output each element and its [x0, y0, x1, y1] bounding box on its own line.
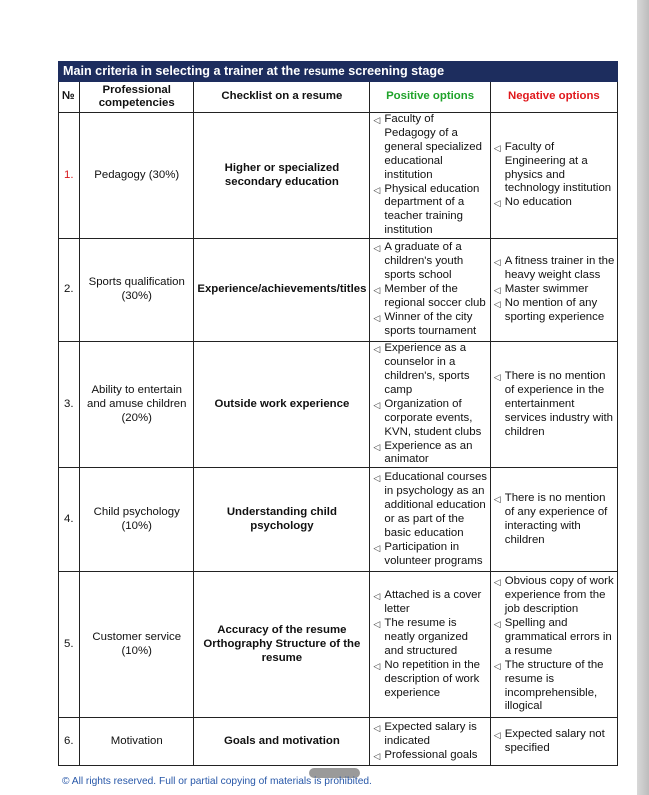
- negative-options-cell: [490, 572, 617, 718]
- positive-option-item: [373, 241, 487, 283]
- negative-option-text: Obvious copy of work experience from the job description: [504, 575, 614, 616]
- competency-cell: Ability to entertain and amuse children (20%): [80, 342, 194, 468]
- negative-option-item: [494, 617, 615, 659]
- header-checklist: Checklist on a resume: [194, 82, 370, 113]
- negative-option-item: [494, 196, 615, 210]
- negative-option-item: [494, 659, 615, 715]
- positive-option-item: [373, 721, 487, 749]
- checklist-cell: Higher or specialized secondary education: [194, 113, 370, 239]
- left-triangle-bullet-icon: ◁: [493, 299, 501, 310]
- positive-option-text: Experience as an animator: [384, 439, 473, 466]
- positive-option-text: Professional goals: [384, 748, 478, 761]
- negative-option-item: [494, 141, 615, 197]
- left-triangle-bullet-icon: ◁: [373, 399, 381, 410]
- positive-option-item: [373, 398, 487, 440]
- positive-options-cell: [370, 718, 490, 766]
- positive-option-text: The resume is neatly organized and structured: [384, 617, 468, 657]
- left-triangle-bullet-icon: ◁: [493, 729, 501, 740]
- left-triangle-bullet-icon: ◁: [373, 313, 381, 324]
- negative-option-item: [494, 370, 615, 440]
- positive-option-text: Expected salary is indicated: [384, 720, 477, 747]
- competency-cell: Child psychology (10%): [80, 468, 194, 572]
- left-triangle-bullet-icon: ◁: [493, 494, 501, 504]
- left-triangle-bullet-icon: ◁: [373, 619, 381, 629]
- negative-option-text: Faculty of Engineering at a physics and technology institution: [504, 140, 612, 195]
- left-triangle-bullet-icon: ◁: [373, 750, 381, 761]
- negative-option-item: [494, 255, 615, 283]
- left-triangle-bullet-icon: ◁: [493, 577, 501, 588]
- negative-options-cell: [490, 342, 617, 468]
- row-number: 2.: [59, 239, 80, 342]
- negative-option-item: [494, 283, 615, 297]
- positive-option-item: [373, 589, 487, 617]
- competency-cell: Customer service (10%): [80, 572, 194, 718]
- checklist-cell: Understanding child psychology: [194, 468, 370, 572]
- table-body: [59, 113, 618, 766]
- left-triangle-bullet-icon: ◁: [373, 184, 381, 195]
- positive-option-item: [373, 659, 487, 701]
- page-edge-shadow: [637, 0, 649, 795]
- positive-options-cell: [370, 468, 490, 572]
- left-triangle-bullet-icon: ◁: [373, 285, 381, 296]
- left-triangle-bullet-icon: ◁: [493, 285, 501, 296]
- left-triangle-bullet-icon: ◁: [373, 722, 381, 733]
- positive-options-cell: [370, 572, 490, 718]
- table-row: [59, 718, 618, 766]
- positive-options-cell: [370, 239, 490, 342]
- positive-option-item: [373, 342, 487, 398]
- left-triangle-bullet-icon: ◁: [373, 473, 381, 484]
- left-triangle-bullet-icon: ◁: [493, 619, 501, 629]
- positive-option-text: Faculty of Pedagogy of a general specialized educational institution: [384, 113, 482, 181]
- row-number: 5.: [59, 572, 80, 718]
- header-positive: Positive options: [370, 82, 490, 113]
- left-triangle-bullet-icon: ◁: [493, 198, 501, 209]
- table-row: [59, 572, 618, 718]
- positive-option-item: [373, 311, 487, 339]
- row-number: 1.: [59, 113, 80, 239]
- table-row: [59, 468, 618, 572]
- negative-option-text: There is no mention of experience in the entertainment services industry with children: [504, 369, 613, 438]
- copyright-footer: © All rights reserved. Full or partial copying of materials is prohibited.: [62, 776, 372, 787]
- positive-option-item: [373, 617, 487, 659]
- positive-option-item: [373, 183, 487, 239]
- left-triangle-bullet-icon: ◁: [373, 441, 381, 452]
- left-triangle-bullet-icon: ◁: [493, 257, 501, 268]
- positive-option-item: [373, 471, 487, 541]
- positive-options-cell: [370, 113, 490, 239]
- negative-option-text: The structure of the resume is incomprehensible, illogical: [504, 658, 604, 713]
- negative-option-item: [494, 575, 615, 617]
- left-triangle-bullet-icon: ◁: [373, 243, 381, 254]
- checklist-cell: Goals and motivation: [194, 718, 370, 766]
- positive-option-item: [373, 749, 487, 763]
- table-row: [59, 239, 618, 342]
- left-triangle-bullet-icon: ◁: [493, 142, 501, 153]
- positive-option-text: No repetition in the description of work experience: [384, 658, 481, 699]
- header-row: [59, 82, 618, 113]
- negative-option-text: Spelling and grammatical errors in a resume: [504, 617, 612, 657]
- competency-cell: Sports qualification (30%): [80, 239, 194, 342]
- negative-option-text: A fitness trainer in the heavy weight class: [504, 255, 615, 282]
- left-triangle-bullet-icon: ◁: [493, 371, 501, 382]
- positive-option-text: Member of the regional soccer club: [384, 283, 486, 310]
- negative-options-cell: [490, 239, 617, 342]
- positive-option-text: Winner of the city sports tournament: [384, 311, 477, 337]
- positive-option-item: [373, 541, 487, 569]
- negative-option-text: Expected salary not specified: [504, 727, 605, 754]
- left-triangle-bullet-icon: ◁: [373, 591, 381, 602]
- positive-option-text: Educational courses in psychology as an additional education or as part of the basic education: [384, 471, 487, 539]
- header-competency: Professional competencies: [80, 82, 194, 113]
- competency-cell: Pedagogy (30%): [80, 113, 194, 239]
- negative-option-item: [494, 492, 615, 548]
- negative-option-text: There is no mention of any experience of interacting with children: [504, 492, 608, 546]
- negative-option-text: No mention of any sporting experience: [504, 297, 605, 324]
- positive-option-text: Attached is a cover letter: [384, 589, 482, 616]
- checklist-cell: Experience/achievements/titles: [194, 239, 370, 342]
- table-row: [59, 342, 618, 468]
- positive-option-text: Organization of corporate events, KVN, student clubs: [384, 397, 482, 438]
- negative-options-cell: [490, 113, 617, 239]
- criteria-table: [58, 61, 618, 766]
- left-triangle-bullet-icon: ◁: [373, 344, 381, 355]
- header-negative: Negative options: [490, 82, 617, 113]
- checklist-cell: Accuracy of the resume Orthography Structure of the resume: [194, 572, 370, 718]
- competency-cell: Motivation: [80, 718, 194, 766]
- left-triangle-bullet-icon: ◁: [493, 660, 501, 671]
- positive-options-cell: [370, 342, 490, 468]
- left-triangle-bullet-icon: ◁: [373, 115, 381, 125]
- positive-option-item: [373, 440, 487, 468]
- table-title: Main criteria in selecting a trainer at the resume screening stage: [59, 62, 618, 82]
- checklist-cell: Outside work experience: [194, 342, 370, 468]
- negative-option-item: [494, 297, 615, 325]
- header-num: №: [59, 82, 80, 113]
- positive-option-text: Experience as a counselor in a children's, sports camp: [384, 342, 470, 396]
- row-number: 3.: [59, 342, 80, 468]
- negative-options-cell: [490, 468, 617, 572]
- positive-option-text: A graduate of a children's youth sports school: [384, 241, 464, 282]
- left-triangle-bullet-icon: ◁: [373, 660, 381, 671]
- negative-option-text: No education: [504, 196, 572, 209]
- negative-option-text: Master swimmer: [504, 283, 589, 296]
- positive-option-text: Physical education department of a teacher training institution: [384, 182, 480, 237]
- positive-option-text: Participation in volunteer programs: [384, 540, 483, 567]
- negative-option-item: [494, 728, 615, 756]
- negative-options-cell: [490, 718, 617, 766]
- positive-option-item: [373, 113, 487, 183]
- positive-option-item: [373, 283, 487, 311]
- row-number: 6.: [59, 718, 80, 766]
- row-number: 4.: [59, 468, 80, 572]
- table-row: [59, 113, 618, 239]
- left-triangle-bullet-icon: ◁: [373, 542, 381, 553]
